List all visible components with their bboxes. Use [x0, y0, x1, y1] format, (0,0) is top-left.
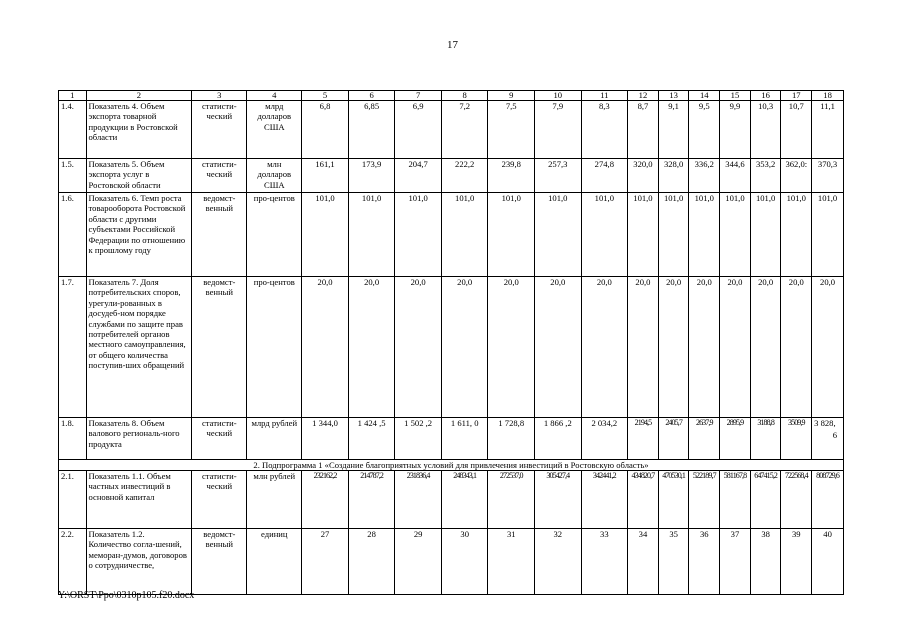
value-cell: 522189,7	[689, 471, 720, 529]
value-cell: 20,0	[441, 277, 488, 418]
column-number: 2	[86, 91, 192, 101]
indicator-name: Показатель 8. Объем валового региональ-ного продукта	[86, 418, 192, 460]
column-number: 8	[441, 91, 488, 101]
value-cell: 32	[535, 529, 582, 595]
value-part: 6	[832, 430, 837, 441]
value-cell: 581167,8	[720, 471, 751, 529]
column-number: 4	[247, 91, 302, 101]
value-cell: 20,0	[750, 277, 781, 418]
value-cell: 222,2	[441, 159, 488, 193]
value-cell: 101,0	[720, 193, 751, 277]
value-cell: 362,0:	[781, 159, 812, 193]
value-cell: 434820,7	[628, 471, 659, 529]
value-cell: 8,3	[581, 101, 628, 159]
value-cell: 204,7	[395, 159, 442, 193]
value-cell: 274,8	[581, 159, 628, 193]
row-index: 1.4.	[59, 101, 87, 159]
value-cell: 248343,1	[441, 471, 488, 529]
indicator-name: Показатель 1.1. Объем частных инвестиций в основной капитал	[86, 471, 192, 529]
indicator-name: Показатель 1.2. Количество согла-шений, меморан-думов, договоров о сотрудничестве,	[86, 529, 192, 595]
section-title: 2. Подпрограмма 1 «Создание благоприятных условий для привлечения инвестиций в Ростовскую область»	[59, 460, 844, 471]
value-cell: 239,8	[488, 159, 535, 193]
value-cell: 20,0	[689, 277, 720, 418]
indicator-name: Показатель 6. Темп роста товарооборота Ростовской области с другими субъектами Российской Федерации по отношению к прошлому году	[86, 193, 192, 277]
indicator-name: Показатель 7. Доля потребительских споров, урегули-рованных в досудеб-ном порядке службами по защите прав потребителей органов местного самоуправления, от общего количества поступив-ших обращений	[86, 277, 192, 418]
row-index: 2.2.	[59, 529, 87, 595]
value-cell: 2637,9	[689, 418, 720, 460]
value-cell: 10,3	[750, 101, 781, 159]
value-cell: 20,0	[302, 277, 349, 418]
column-number: 9	[488, 91, 535, 101]
value-cell: 161,1	[302, 159, 349, 193]
value-cell: 20,0	[658, 277, 689, 418]
value-cell: 101,0	[348, 193, 395, 277]
value-cell: 101,0	[781, 193, 812, 277]
column-number: 3	[192, 91, 247, 101]
value-cell: 20,0	[348, 277, 395, 418]
value-cell: 6,85	[348, 101, 395, 159]
value-cell: 29	[395, 529, 442, 595]
value-cell: 7,5	[488, 101, 535, 159]
column-number: 6	[348, 91, 395, 101]
value-cell: 30	[441, 529, 488, 595]
value-cell: 2 034,2	[581, 418, 628, 460]
value-cell: 1 611, 0	[441, 418, 488, 460]
value-cell: 808729,6	[812, 471, 844, 529]
table-row	[59, 159, 844, 193]
value-cell: 470530,1	[658, 471, 689, 529]
value-cell: 2405,7	[658, 418, 689, 460]
data-source: статисти-ческий	[192, 159, 247, 193]
value-cell: 38	[750, 529, 781, 595]
value-cell: 7,9	[535, 101, 582, 159]
indicator-name: Показатель 4. Объем экспорта товарной продукции в Ростовской области	[86, 101, 192, 159]
row-index: 1.6.	[59, 193, 87, 277]
value-cell: 722568,4	[781, 471, 812, 529]
value-cell: 214787,2	[348, 471, 395, 529]
data-source: статисти-ческий	[192, 101, 247, 159]
value-cell: 101,0	[750, 193, 781, 277]
value-cell: 353,2	[750, 159, 781, 193]
column-number: 13	[658, 91, 689, 101]
value-cell: 33	[581, 529, 628, 595]
column-number: 11	[581, 91, 628, 101]
value-cell: 101,0	[535, 193, 582, 277]
value-cell: 20,0	[395, 277, 442, 418]
column-number-row	[59, 91, 844, 101]
value-cell: 101,0	[581, 193, 628, 277]
unit-of-measure: млрд долларов США	[247, 101, 302, 159]
value-cell: 37	[720, 529, 751, 595]
value-cell: 101,0	[302, 193, 349, 277]
value-cell: 3188,8	[750, 418, 781, 460]
value-cell: 101,0	[488, 193, 535, 277]
unit-of-measure: млн рублей	[247, 471, 302, 529]
value-cell: 20,0	[812, 277, 844, 418]
value-cell: 101,0	[395, 193, 442, 277]
value-cell: 20,0	[581, 277, 628, 418]
column-number: 18	[812, 91, 844, 101]
value-cell: 232162,2	[302, 471, 349, 529]
value-cell: 231836,4	[395, 471, 442, 529]
indicator-name: Показатель 5. Объем экспорта услуг в Ростовской области	[86, 159, 192, 193]
value-cell: 370,3	[812, 159, 844, 193]
column-number: 16	[750, 91, 781, 101]
value-cell: 101,0	[812, 193, 844, 277]
value-cell: 173,9	[348, 159, 395, 193]
column-number: 12	[628, 91, 659, 101]
value-cell: 1 424 ,5	[348, 418, 395, 460]
value-cell: 1 728,8	[488, 418, 535, 460]
table-row	[59, 418, 844, 460]
row-index: 1.8.	[59, 418, 87, 460]
value-cell: 101,0	[441, 193, 488, 277]
column-number: 5	[302, 91, 349, 101]
value-cell: 10,7	[781, 101, 812, 159]
unit-of-measure: про-центов	[247, 193, 302, 277]
unit-of-measure: млн долларов США	[247, 159, 302, 193]
value-cell: 2895,9	[720, 418, 751, 460]
value-cell: 9,5	[689, 101, 720, 159]
column-number: 7	[395, 91, 442, 101]
value-cell: 6,9	[395, 101, 442, 159]
value-cell: 31	[488, 529, 535, 595]
value-cell: 20,0	[488, 277, 535, 418]
value-cell: 9,1	[658, 101, 689, 159]
data-source: статисти-ческий	[192, 471, 247, 529]
column-number: 14	[689, 91, 720, 101]
file-path-footer: Y:\ORST\Ppo\0310p105.f20.docx	[58, 590, 195, 601]
value-part: 3 828,	[814, 418, 836, 428]
value-cell: 101,0	[628, 193, 659, 277]
value-cell: 3509,9	[781, 418, 812, 460]
value-cell: 20,0	[720, 277, 751, 418]
value-cell: 101,0	[658, 193, 689, 277]
value-cell: 305427,4	[535, 471, 582, 529]
value-cell: 9,9	[720, 101, 751, 159]
value-cell: 20,0	[535, 277, 582, 418]
value-cell: 6,8	[302, 101, 349, 159]
section-header-row	[59, 460, 844, 471]
table-row	[59, 101, 844, 159]
value-cell: 647415,2	[750, 471, 781, 529]
value-cell: 1 344,0	[302, 418, 349, 460]
column-number: 17	[781, 91, 812, 101]
value-cell: 11,1	[812, 101, 844, 159]
value-cell: 34	[628, 529, 659, 595]
value-cell: 2194,5	[628, 418, 659, 460]
value-cell: 20,0	[628, 277, 659, 418]
data-source: ведомст-венный	[192, 529, 247, 595]
table-row	[59, 529, 844, 595]
table-row	[59, 193, 844, 277]
data-source: статисти-ческий	[192, 418, 247, 460]
value-cell: 328,0	[658, 159, 689, 193]
value-cell: 36	[689, 529, 720, 595]
value-cell: 39	[781, 529, 812, 595]
value-cell: 40	[812, 529, 844, 595]
column-number: 10	[535, 91, 582, 101]
column-number: 1	[59, 91, 87, 101]
value-cell: 35	[658, 529, 689, 595]
row-index: 1.5.	[59, 159, 87, 193]
value-cell: 8,7	[628, 101, 659, 159]
table-row	[59, 277, 844, 418]
unit-of-measure: про-центов	[247, 277, 302, 418]
value-cell: 342441,2	[581, 471, 628, 529]
unit-of-measure: млрд рублей	[247, 418, 302, 460]
value-cell: 101,0	[689, 193, 720, 277]
value-cell: 257,3	[535, 159, 582, 193]
value-cell: 344,6	[720, 159, 751, 193]
value-cell: 1 866 ,2	[535, 418, 582, 460]
value-cell: 1 502 ,2	[395, 418, 442, 460]
value-cell: 20,0	[781, 277, 812, 418]
value-cell: 320,0	[628, 159, 659, 193]
table-row	[59, 471, 844, 529]
value-cell: 7,2	[441, 101, 488, 159]
value-cell: 336,2	[689, 159, 720, 193]
data-source: ведомст-венный	[192, 277, 247, 418]
unit-of-measure: единиц	[247, 529, 302, 595]
value-cell	[812, 418, 844, 460]
value-cell: 272537,0	[488, 471, 535, 529]
value-cell: 28	[348, 529, 395, 595]
value-cell: 27	[302, 529, 349, 595]
column-number: 15	[720, 91, 751, 101]
row-index: 1.7.	[59, 277, 87, 418]
page-number: 17	[447, 39, 458, 51]
indicators-table	[58, 90, 844, 595]
data-source: ведомст-венный	[192, 193, 247, 277]
row-index: 2.1.	[59, 471, 87, 529]
